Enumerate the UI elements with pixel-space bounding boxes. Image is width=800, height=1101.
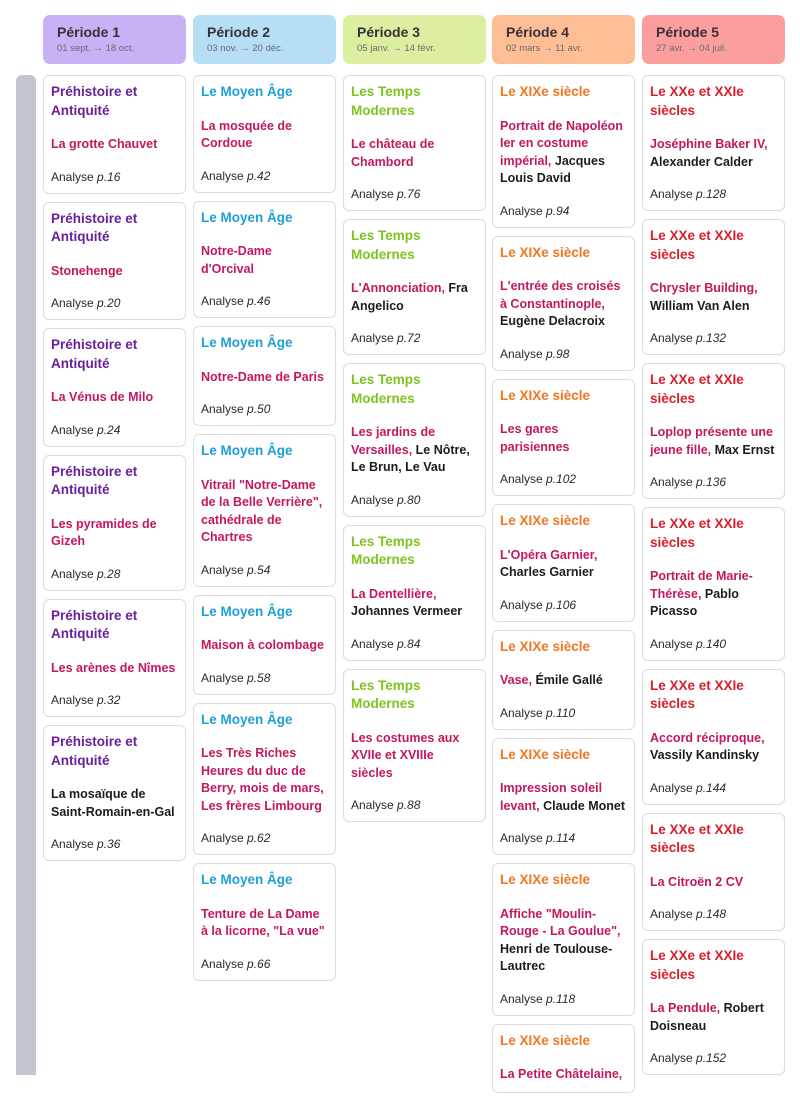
- analysis-link[interactable]: [650, 1051, 777, 1066]
- analysis-label: Analyse: [51, 169, 94, 184]
- analysis-page: p.102: [546, 472, 577, 486]
- analysis-label: Analyse: [201, 294, 244, 308]
- card-category: Le Moyen Âge: [201, 84, 293, 99]
- artwork-title: Les jardins de Versailles,: [351, 425, 436, 457]
- artwork-title: Portrait de Marie-Thérèse,: [650, 569, 753, 601]
- analysis-label: Analyse: [351, 187, 394, 201]
- artwork-card[interactable]: [642, 939, 785, 1075]
- card-artwork: [500, 672, 627, 690]
- analysis-page: p.106: [546, 597, 577, 612]
- analysis-label: Analyse: [500, 991, 543, 1006]
- card-category: Les Temps Modernes: [351, 677, 421, 711]
- artwork-card[interactable]: [492, 863, 635, 1016]
- card-category: Préhistoire et Antiquité: [51, 84, 138, 118]
- analysis-link[interactable]: [650, 187, 777, 202]
- period-title: Période 1: [57, 24, 121, 40]
- card-artwork: [201, 745, 328, 815]
- period-header-4[interactable]: [492, 15, 635, 64]
- artwork-title: Vitrail "Notre-Dame de la Belle Verrière", cathédrale de Chartres: [201, 477, 323, 544]
- card-category: Le XXe et XXIe siècles: [650, 948, 744, 982]
- analysis-page: p.46: [247, 294, 271, 308]
- card-category: Le Moyen Âge: [201, 603, 293, 619]
- card-artwork: [351, 424, 478, 477]
- artwork-title: Notre-Dame d'Orcival: [201, 244, 272, 276]
- analysis-label: Analyse: [650, 1051, 693, 1065]
- card-artwork: [51, 136, 178, 154]
- artwork-title: L'Opéra Garnier,: [500, 547, 598, 562]
- analysis-link[interactable]: [351, 331, 478, 346]
- artwork-card[interactable]: [642, 363, 785, 499]
- card-category: Le XXe et XXIe siècles: [650, 677, 744, 711]
- artwork-card[interactable]: [642, 75, 785, 211]
- card-artwork: [201, 637, 328, 655]
- artwork-card[interactable]: [43, 599, 186, 718]
- card-artwork: [351, 730, 478, 783]
- card-artwork: [500, 421, 627, 456]
- artwork-card[interactable]: [343, 669, 486, 823]
- analysis-label: Analyse: [51, 837, 94, 851]
- analysis-page: p.140: [696, 636, 727, 651]
- analysis-link[interactable]: [201, 402, 328, 417]
- analysis-label: Analyse: [500, 472, 543, 486]
- period-cards-1: [43, 75, 186, 861]
- artwork-title: Les costumes aux XVIIe et XVIIIe siècles: [351, 730, 460, 780]
- analysis-page: p.80: [397, 492, 421, 507]
- analysis-link[interactable]: [51, 693, 178, 708]
- analysis-link[interactable]: [351, 637, 478, 652]
- artwork-title: Notre-Dame de Paris: [201, 369, 324, 384]
- analysis-link[interactable]: [351, 187, 478, 202]
- artwork-author: Henri de Toulouse-Lautrec: [500, 941, 613, 973]
- card-category: Le XXe et XXIe siècles: [650, 84, 744, 118]
- card-artwork: [51, 786, 178, 821]
- card-category: Les Temps Modernes: [351, 533, 421, 567]
- period-header-3[interactable]: [343, 15, 486, 64]
- analysis-link[interactable]: [201, 169, 328, 184]
- card-category: Les Temps Modernes: [351, 84, 421, 118]
- period-column-4: [492, 15, 635, 1101]
- card-category: Préhistoire et Antiquité: [51, 607, 138, 641]
- artwork-card[interactable]: [492, 236, 635, 371]
- artwork-card[interactable]: [193, 326, 336, 426]
- card-artwork: [351, 136, 478, 171]
- artwork-card[interactable]: [43, 202, 186, 321]
- artwork-author: Émile Gallé: [531, 673, 603, 687]
- artwork-author: Max Ernst: [711, 442, 775, 457]
- analysis-page: p.110: [546, 705, 576, 720]
- analysis-page: p.24: [97, 422, 121, 437]
- analysis-link[interactable]: [51, 423, 178, 438]
- card-category: Le Moyen Âge: [201, 209, 293, 225]
- artwork-title: La Citroën 2 CV: [650, 874, 744, 889]
- card-artwork: [51, 389, 178, 407]
- artwork-title: La mosquée de Cordoue: [201, 118, 292, 150]
- artwork-title: Impression soleil levant,: [500, 781, 603, 813]
- artwork-title: Stonehenge: [51, 263, 123, 278]
- artwork-card[interactable]: [492, 504, 635, 622]
- analysis-label: Analyse: [351, 636, 394, 651]
- analysis-link[interactable]: [500, 204, 627, 219]
- artwork-card[interactable]: [642, 507, 785, 661]
- period-title: Période 5: [656, 24, 720, 40]
- artwork-card[interactable]: [193, 595, 336, 695]
- analysis-link[interactable]: [650, 331, 777, 346]
- artwork-title: L'entrée des croisés à Constantinople,: [500, 279, 621, 311]
- artwork-title: Affiche "Moulin-Rouge - La Goulue",: [500, 906, 621, 938]
- artwork-title: Les Très Riches Heures du duc de Berry, mois de mars, Les frères Limbourg: [201, 746, 324, 813]
- card-artwork: [201, 118, 328, 153]
- analysis-label: Analyse: [650, 636, 693, 651]
- artwork-title: Maison à colombage: [201, 638, 324, 652]
- analysis-page: p.28: [97, 566, 121, 581]
- analysis-link[interactable]: [500, 992, 627, 1007]
- period-column-3: [343, 15, 486, 830]
- period-cards-4: [492, 75, 635, 1093]
- artwork-card[interactable]: [492, 1024, 635, 1093]
- period-title: Période 3: [357, 24, 421, 40]
- analysis-page: p.36: [97, 837, 121, 851]
- artwork-title: Portrait de Napoléon Ier en costume impérial,: [500, 118, 623, 168]
- artwork-author: Robert Doisneau: [650, 1001, 764, 1033]
- analysis-page: p.136: [696, 475, 727, 489]
- artwork-title: Les arènes de Nîmes: [51, 660, 176, 675]
- analysis-page: p.54: [247, 562, 271, 577]
- period-dates: 27 avr. → 04 juil.: [656, 43, 727, 54]
- artwork-title: L'Annonciation,: [351, 281, 445, 295]
- analysis-page: p.32: [97, 693, 121, 707]
- analysis-page: p.62: [247, 831, 271, 845]
- analysis-page: p.148: [696, 907, 727, 921]
- artwork-card[interactable]: [43, 455, 186, 591]
- card-artwork: [650, 874, 777, 892]
- analysis-page: p.66: [247, 956, 271, 971]
- artwork-title: Tenture de La Dame à la licorne, "La vue": [201, 906, 325, 938]
- artwork-card[interactable]: [43, 328, 186, 447]
- card-artwork: [650, 136, 777, 171]
- card-category: Le XXe et XXIe siècles: [650, 228, 744, 262]
- analysis-link[interactable]: [500, 472, 627, 487]
- artwork-author: Eugène Delacroix: [500, 314, 605, 328]
- analysis-page: p.84: [397, 636, 421, 651]
- analysis-label: Analyse: [201, 956, 244, 971]
- analysis-page: p.72: [397, 331, 421, 345]
- artwork-card[interactable]: [193, 434, 336, 587]
- analysis-label: Analyse: [51, 566, 94, 581]
- artwork-author: Jacques Louis David: [500, 153, 605, 185]
- card-artwork: [500, 278, 627, 331]
- analysis-link[interactable]: [500, 706, 627, 721]
- analysis-label: Analyse: [500, 705, 543, 720]
- card-artwork: [351, 586, 478, 621]
- artwork-title: Les gares parisiennes: [500, 422, 570, 454]
- period-header-1[interactable]: [43, 15, 186, 64]
- card-artwork: [500, 1066, 627, 1084]
- analysis-link[interactable]: [51, 567, 178, 582]
- card-category: Préhistoire et Antiquité: [51, 337, 138, 371]
- artwork-title: Les pyramides de Gizeh: [51, 516, 157, 548]
- artwork-title: Joséphine Baker IV,: [650, 137, 768, 151]
- analysis-link[interactable]: [201, 831, 328, 846]
- card-artwork: [500, 906, 627, 976]
- card-artwork: [51, 263, 178, 281]
- period-title: Période 2: [207, 24, 271, 40]
- card-artwork: [351, 280, 478, 315]
- analysis-label: Analyse: [650, 187, 693, 201]
- analysis-page: p.118: [546, 991, 576, 1006]
- card-category: Le XIXe siècle: [500, 84, 591, 99]
- analysis-label: Analyse: [201, 831, 244, 845]
- artwork-title: La Petite Châtelaine,: [500, 1067, 623, 1081]
- analysis-link[interactable]: [201, 294, 328, 309]
- period-column-1: [43, 15, 186, 869]
- analysis-label: Analyse: [500, 597, 543, 612]
- artwork-card[interactable]: [642, 669, 785, 805]
- analysis-label: Analyse: [500, 831, 543, 845]
- analysis-link[interactable]: [201, 671, 328, 686]
- card-category: Préhistoire et Antiquité: [51, 734, 138, 768]
- artwork-card[interactable]: [343, 525, 486, 661]
- artwork-card[interactable]: [492, 738, 635, 856]
- card-artwork: [650, 1000, 777, 1035]
- analysis-label: Analyse: [500, 203, 543, 218]
- analysis-link[interactable]: [500, 598, 627, 613]
- artwork-title: La Pendule,: [650, 1001, 721, 1015]
- analysis-page: p.50: [247, 402, 271, 416]
- analysis-label: Analyse: [201, 168, 244, 183]
- analysis-page: p.152: [696, 1051, 727, 1065]
- artwork-title: Le château de Chambord: [351, 137, 435, 169]
- card-category: Les Temps Modernes: [351, 372, 421, 406]
- analysis-link[interactable]: [51, 296, 178, 311]
- analysis-label: Analyse: [650, 907, 693, 921]
- card-category: Le XIXe siècle: [500, 746, 591, 762]
- card-category: Le XIXe siècle: [500, 513, 591, 528]
- card-category: Le XXe et XXIe siècles: [650, 372, 744, 406]
- analysis-label: Analyse: [201, 562, 244, 577]
- timeline-side-bar: [16, 75, 36, 1075]
- artwork-author: William Van Alen: [650, 298, 750, 313]
- analysis-link[interactable]: [650, 475, 777, 490]
- period-column-5: [642, 15, 785, 1083]
- card-artwork: [51, 516, 178, 551]
- analysis-link[interactable]: [51, 837, 178, 852]
- period-cards-5: [642, 75, 785, 1075]
- artwork-author: Pablo Picasso: [650, 586, 739, 618]
- card-category: Le Moyen Âge: [201, 443, 293, 458]
- artwork-card[interactable]: [193, 75, 336, 193]
- artwork-title: Chrysler Building,: [650, 281, 758, 295]
- artwork-card[interactable]: [193, 863, 336, 981]
- analysis-page: p.42: [247, 168, 271, 183]
- card-category: Préhistoire et Antiquité: [51, 463, 138, 497]
- period-header-5[interactable]: [642, 15, 785, 64]
- artwork-title: La Dentellière,: [351, 586, 437, 601]
- card-artwork: [650, 280, 777, 315]
- analysis-page: p.58: [247, 670, 271, 685]
- analysis-label: Analyse: [51, 693, 94, 707]
- artwork-author: Fra Angelico: [351, 281, 468, 313]
- analysis-link[interactable]: [650, 637, 777, 652]
- artwork-title: La mosaïque de Saint-Romain-en-Gal: [51, 787, 175, 819]
- artwork-title: Accord réciproque,: [650, 730, 765, 745]
- artwork-author: Le Nôtre, Le Brun, Le Vau: [351, 442, 470, 474]
- card-artwork: [650, 424, 777, 459]
- artwork-author: Claude Monet: [539, 798, 626, 813]
- analysis-label: Analyse: [351, 331, 394, 345]
- card-category: Le XIXe siècle: [500, 1032, 591, 1048]
- card-artwork: [51, 660, 178, 678]
- analysis-label: Analyse: [201, 402, 244, 416]
- card-artwork: [650, 568, 777, 621]
- period-cards-2: [193, 75, 336, 981]
- analysis-link[interactable]: [650, 907, 777, 922]
- card-category: Les Temps Modernes: [351, 228, 421, 262]
- card-artwork: [500, 118, 627, 188]
- analysis-label: Analyse: [650, 475, 693, 489]
- analysis-label: Analyse: [51, 422, 94, 437]
- analysis-page: p.88: [397, 798, 421, 812]
- analysis-link[interactable]: [500, 831, 627, 846]
- analysis-link[interactable]: [51, 170, 178, 185]
- analysis-page: p.114: [546, 831, 576, 845]
- analysis-label: Analyse: [51, 296, 94, 310]
- card-category: Le Moyen Âge: [201, 711, 293, 727]
- card-category: Le XIXe siècle: [500, 244, 591, 260]
- artwork-card[interactable]: [343, 363, 486, 517]
- card-category: Le XIXe siècle: [500, 872, 591, 887]
- artwork-card[interactable]: [193, 201, 336, 319]
- artwork-author: Johannes Vermeer: [351, 604, 463, 618]
- period-header-2[interactable]: [193, 15, 336, 64]
- artwork-card[interactable]: [492, 630, 635, 730]
- artwork-title: La grotte Chauvet: [51, 137, 158, 151]
- card-artwork: [500, 547, 627, 582]
- artwork-card[interactable]: [642, 813, 785, 932]
- artwork-card[interactable]: [43, 725, 186, 861]
- card-category: Le XIXe siècle: [500, 387, 591, 403]
- analysis-link[interactable]: [201, 563, 328, 578]
- period-title: Période 4: [506, 24, 570, 40]
- artwork-card[interactable]: [642, 219, 785, 355]
- period-column-2: [193, 15, 336, 989]
- analysis-link[interactable]: [351, 493, 478, 508]
- analysis-page: p.144: [696, 780, 727, 795]
- card-category: Le Moyen Âge: [201, 872, 293, 887]
- card-artwork: [201, 906, 328, 941]
- analysis-label: Analyse: [650, 331, 693, 345]
- analysis-link[interactable]: [201, 957, 328, 972]
- artwork-author: Charles Garnier: [500, 565, 594, 579]
- analysis-page: p.16: [97, 169, 121, 184]
- analysis-link[interactable]: [650, 781, 777, 796]
- analysis-page: p.20: [97, 296, 121, 310]
- card-artwork: [650, 730, 777, 765]
- period-dates: 01 sept. → 18 oct.: [57, 43, 135, 54]
- period-dates: 05 janv. → 14 févr.: [357, 43, 436, 54]
- period-dates: 02 mars → 11 avr.: [506, 43, 583, 54]
- card-artwork: [201, 243, 328, 278]
- artwork-title: Loplop présente une jeune fille,: [650, 425, 773, 457]
- analysis-link[interactable]: [351, 798, 478, 813]
- card-artwork: [201, 477, 328, 547]
- card-category: Le XXe et XXIe siècles: [650, 516, 744, 550]
- analysis-link[interactable]: [500, 347, 627, 362]
- analysis-page: p.132: [696, 331, 727, 345]
- artwork-title: La Vénus de Milo: [51, 390, 154, 404]
- artwork-card[interactable]: [343, 219, 486, 355]
- analysis-page: p.98: [546, 346, 570, 361]
- artwork-card[interactable]: [193, 703, 336, 856]
- artwork-author: Vassily Kandinsky: [650, 748, 760, 762]
- analysis-label: Analyse: [351, 492, 394, 507]
- analysis-page: p.94: [546, 203, 570, 218]
- analysis-label: Analyse: [650, 780, 693, 795]
- artwork-card[interactable]: [492, 379, 635, 497]
- card-category: Le XIXe siècle: [500, 638, 591, 654]
- card-category: Le Moyen Âge: [201, 335, 293, 350]
- artwork-card[interactable]: [492, 75, 635, 228]
- artwork-card[interactable]: [43, 75, 186, 194]
- card-artwork: [201, 369, 328, 387]
- analysis-label: Analyse: [500, 346, 543, 361]
- analysis-page: p.76: [397, 187, 421, 201]
- period-dates: 03 nov. → 20 déc.: [207, 43, 284, 54]
- card-artwork: [500, 780, 627, 815]
- artwork-title: Vase,: [500, 673, 532, 687]
- analysis-page: p.128: [696, 187, 727, 201]
- artwork-author: Alexander Calder: [650, 154, 753, 169]
- period-cards-3: [343, 75, 486, 822]
- analysis-label: Analyse: [201, 670, 244, 685]
- artwork-card[interactable]: [343, 75, 486, 211]
- card-category: Préhistoire et Antiquité: [51, 210, 138, 244]
- card-category: Le XXe et XXIe siècles: [650, 821, 744, 855]
- analysis-label: Analyse: [351, 798, 394, 812]
